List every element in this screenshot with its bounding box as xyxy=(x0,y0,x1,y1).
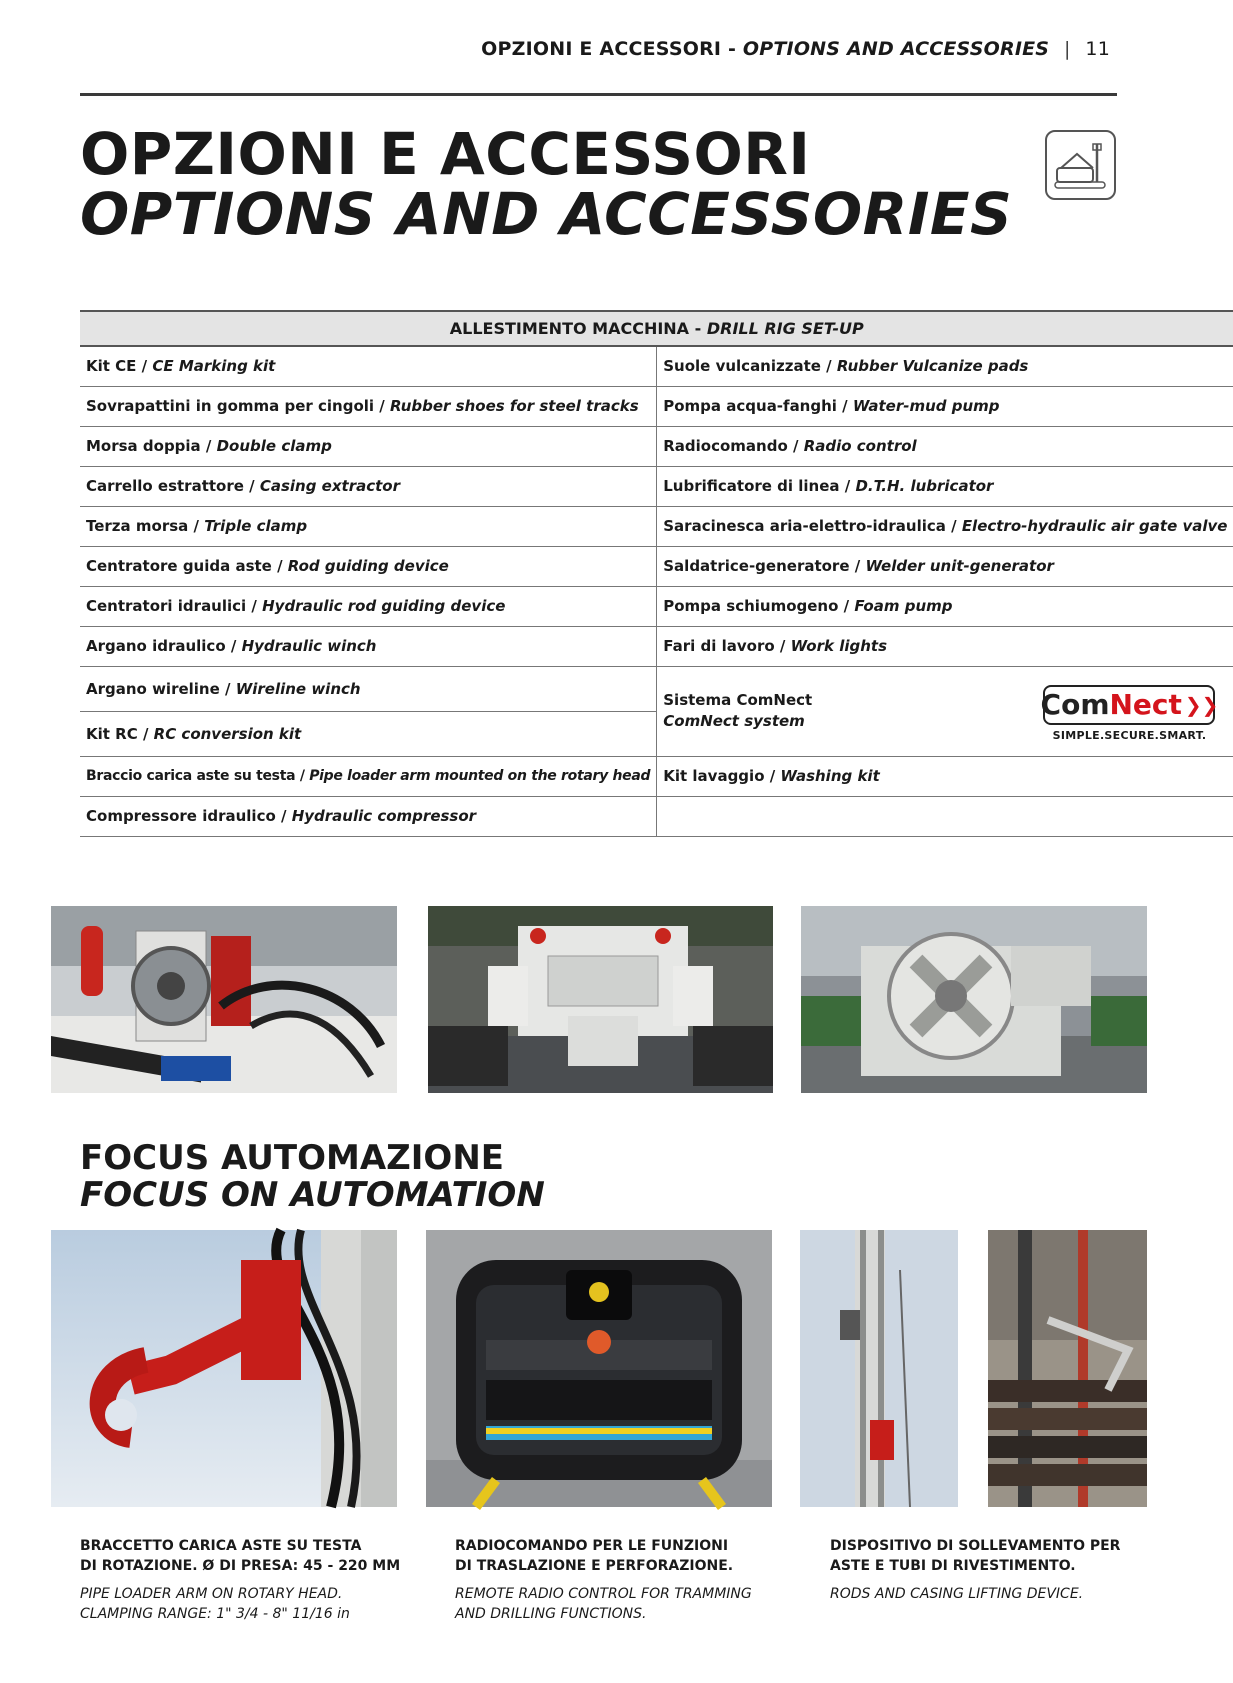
option-cell xyxy=(657,386,1233,426)
comnect-logo xyxy=(1040,685,1219,742)
caption-en-line: CLAMPING RANGE: 1" 3/4 - 8" 11/16 in xyxy=(80,1606,350,1622)
option-en: Casing extractor xyxy=(259,477,400,495)
table-row xyxy=(80,586,1233,626)
option-cell xyxy=(80,796,657,836)
option-it: Saldatrice-generatore / xyxy=(663,557,866,575)
caption-en-line: REMOTE RADIO CONTROL FOR TRAMMING xyxy=(455,1586,752,1602)
option-en: Foam pump xyxy=(854,597,953,615)
comnect-label-en: ComNect system xyxy=(663,712,805,730)
photo-rotary-head xyxy=(801,906,1147,1093)
option-it: Braccio carica aste su testa / xyxy=(86,768,310,784)
setup-table-header xyxy=(80,311,1233,346)
option-it: Centratori idraulici / xyxy=(86,597,263,615)
caption-radio-control xyxy=(455,1536,795,1624)
focus-title-it: FOCUS AUTOMAZIONE xyxy=(80,1138,505,1178)
focus-title-en: FOCUS ON AUTOMATION xyxy=(80,1175,545,1215)
option-cell-empty xyxy=(657,796,1233,836)
setup-table-header-en: DRILL RIG SET-UP xyxy=(706,319,864,338)
caption-it-line: ASTE E TUBI DI RIVESTIMENTO. xyxy=(830,1558,1076,1574)
caption-it-line: DI ROTAZIONE. Ø DI PRESA: 45 - 220 MM xyxy=(80,1558,401,1574)
option-it: Carrello estrattore / xyxy=(86,477,260,495)
header-separator: | xyxy=(1063,38,1071,60)
section-title-en: OPTIONS AND ACCESSORIES xyxy=(742,38,1050,60)
option-cell xyxy=(80,626,657,666)
table-row xyxy=(80,346,1233,386)
option-it: Sovrapattini in gomma per cingoli / xyxy=(86,397,390,415)
option-cell xyxy=(80,506,657,546)
option-it: Fari di lavoro / xyxy=(663,637,791,655)
option-it: Argano wireline / xyxy=(86,679,236,698)
option-en: Water-mud pump xyxy=(852,397,1000,415)
option-it: Morsa doppia / xyxy=(86,437,217,455)
option-en: Rubber Vulcanize pads xyxy=(836,357,1029,376)
option-en: Wireline winch xyxy=(235,679,361,698)
caption-it-line: DISPOSITIVO DI SOLLEVAMENTO PER xyxy=(830,1538,1121,1554)
comnect-label-it: Sistema ComNect xyxy=(663,691,813,709)
caption-it-line: RADIOCOMANDO PER LE FUNZIONI xyxy=(455,1538,729,1554)
comnect-tagline: SIMPLE.SECURE.SMART. xyxy=(1052,728,1207,742)
option-en: Electro-hydraulic air gate valve xyxy=(961,517,1228,535)
table-row xyxy=(80,386,1233,426)
drill-rig-icon xyxy=(1045,130,1116,200)
header-rule xyxy=(80,93,1117,96)
option-cell xyxy=(80,386,657,426)
option-cell xyxy=(657,756,1233,796)
option-en: Washing kit xyxy=(780,767,880,785)
option-en: RC conversion kit xyxy=(153,724,302,743)
option-it: Suole vulcanizzate / xyxy=(663,357,837,376)
option-cell xyxy=(80,426,657,466)
running-header xyxy=(481,38,1110,60)
caption-pipe-loader xyxy=(80,1536,420,1624)
option-cell xyxy=(80,711,657,756)
photo-radio-control xyxy=(426,1230,772,1507)
option-it: Terza morsa / xyxy=(86,517,205,535)
option-it: Pompa schiumogeno / xyxy=(663,597,855,615)
option-cell xyxy=(657,426,1233,466)
option-en: Pipe loader arm mounted on the rotary head xyxy=(309,768,651,784)
option-cell xyxy=(657,466,1233,506)
option-cell xyxy=(657,586,1233,626)
option-en: Hydraulic rod guiding device xyxy=(262,597,506,615)
focus-title xyxy=(80,1140,545,1214)
table-row xyxy=(80,426,1233,466)
option-en: Radio control xyxy=(803,437,917,455)
comnect-cell xyxy=(657,666,1233,756)
caption-en-line: AND DRILLING FUNCTIONS. xyxy=(455,1606,647,1622)
option-en: CE Marking kit xyxy=(152,357,276,376)
option-en: Triple clamp xyxy=(204,517,308,535)
setup-table xyxy=(80,310,1233,837)
caption-en-line: PIPE LOADER ARM ON ROTARY HEAD. xyxy=(80,1586,343,1602)
option-cell xyxy=(80,546,657,586)
option-cell xyxy=(80,756,657,796)
page-number: 11 xyxy=(1085,38,1110,60)
photo-rig-front xyxy=(428,906,773,1093)
table-row xyxy=(80,666,1233,711)
option-it: Radiocomando / xyxy=(663,437,804,455)
option-it: Saracinesca aria-elettro-idraulica / xyxy=(663,517,962,535)
caption-en xyxy=(455,1584,795,1624)
option-cell xyxy=(80,466,657,506)
page-title-it: OPZIONI E ACCESSORI xyxy=(80,120,811,188)
option-en: Hydraulic winch xyxy=(241,637,377,655)
option-en: Double clamp xyxy=(216,437,332,455)
option-en: D.T.H. lubricator xyxy=(855,477,994,495)
caption-lifting-device xyxy=(830,1536,1170,1604)
option-en: Rod guiding device xyxy=(287,557,449,575)
option-it: Kit CE / xyxy=(86,357,153,376)
option-it: Kit lavaggio / xyxy=(663,767,781,785)
comnect-logo-nect: Nect xyxy=(1109,688,1182,721)
photo-pipe-loader-arm xyxy=(51,1230,397,1507)
table-row xyxy=(80,506,1233,546)
option-en: Hydraulic compressor xyxy=(291,807,477,825)
caption-it xyxy=(830,1536,1170,1576)
option-it: Compressore idraulico / xyxy=(86,807,292,825)
caption-en-line: RODS AND CASING LIFTING DEVICE. xyxy=(830,1586,1084,1602)
caption-en xyxy=(80,1584,420,1624)
option-cell xyxy=(80,346,657,386)
page-title xyxy=(80,120,1013,248)
option-cell xyxy=(657,546,1233,586)
option-cell xyxy=(657,506,1233,546)
table-row xyxy=(80,466,1233,506)
wifi-icon: ❯❯ xyxy=(1184,692,1219,717)
option-cell xyxy=(80,586,657,626)
table-row xyxy=(80,546,1233,586)
option-en: Rubber shoes for steel tracks xyxy=(389,397,639,415)
comnect-logo-box xyxy=(1040,685,1219,725)
caption-it xyxy=(80,1536,420,1576)
option-it: Kit RC / xyxy=(86,724,154,743)
option-it: Argano idraulico / xyxy=(86,637,242,655)
table-row xyxy=(80,626,1233,666)
photo-lifting-device-mast xyxy=(800,1230,958,1507)
photo-hose-reel xyxy=(51,906,397,1093)
option-cell xyxy=(80,666,657,711)
option-cell xyxy=(657,346,1233,386)
caption-it-line: BRACCETTO CARICA ASTE SU TESTA xyxy=(80,1538,362,1554)
option-cell xyxy=(657,626,1233,666)
option-it: Centratore guida aste / xyxy=(86,557,288,575)
comnect-logo-com: Com xyxy=(1040,688,1110,721)
table-row xyxy=(80,796,1233,836)
table-row xyxy=(80,756,1233,796)
option-it: Lubrificatore di linea / xyxy=(663,477,856,495)
caption-en xyxy=(830,1584,1170,1604)
page-title-en: OPTIONS AND ACCESSORIES xyxy=(80,180,1013,248)
caption-it-line: DI TRASLAZIONE E PERFORAZIONE. xyxy=(455,1558,734,1574)
option-it: Pompa acqua-fanghi / xyxy=(663,397,853,415)
photo-lifting-device-casing xyxy=(988,1230,1147,1507)
section-title-it: OPZIONI E ACCESSORI - xyxy=(481,38,737,60)
setup-table-header-it: ALLESTIMENTO MACCHINA - xyxy=(449,319,707,338)
option-en: Welder unit-generator xyxy=(865,557,1054,575)
caption-it xyxy=(455,1536,795,1576)
option-en: Work lights xyxy=(790,637,888,655)
